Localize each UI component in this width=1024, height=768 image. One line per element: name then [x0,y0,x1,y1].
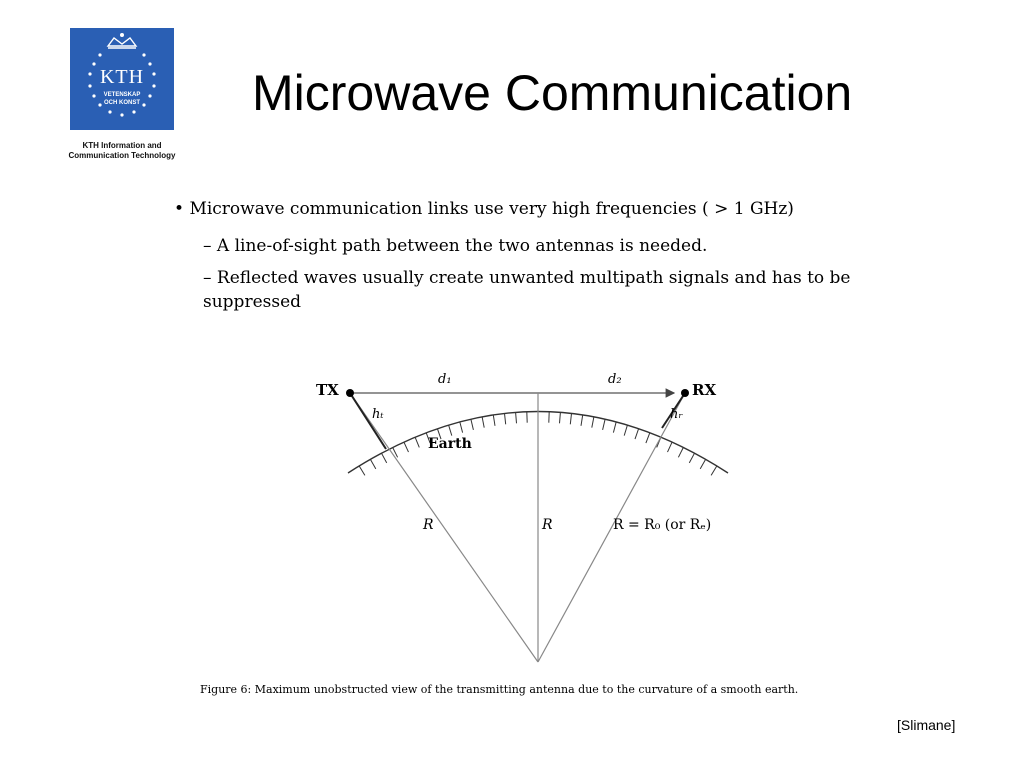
logo-abbreviation: KTH [99,66,145,88]
label-tx: TX [316,381,339,399]
logo-line2: OCH KONST [104,100,140,106]
source-citation: [Slimane] [897,717,956,733]
hatch-mark [382,453,387,463]
hatch-mark [560,412,561,423]
label-d2: d₂ [608,372,622,387]
hatch-mark [668,442,673,452]
hatch-mark [482,417,484,428]
hatch-mark [646,433,650,443]
tx-antenna-dot [346,389,354,397]
hatch-mark [700,459,705,469]
slide-title: Microwave Communication [252,65,853,121]
subbullet-2: – Reflected waves usually create unwanted multipath signals and has to be suppressed [203,268,851,312]
logo-line1: VETENSKAP [103,92,141,98]
label-hr: hᵣ [670,407,683,422]
label-r-left: R [423,517,434,533]
hatch-mark [689,453,694,463]
kth-logo [70,28,174,130]
hatch-mark [449,425,452,436]
hatch-mark [711,466,717,475]
label-d1: d₁ [438,372,452,387]
hatch-mark [359,466,365,475]
figure-caption: Figure 6: Maximum unobstructed view of the transmitting antenna due to the curvature of a smooth earth. [200,683,799,696]
hatch-mark [624,425,627,436]
hatch-mark [415,437,419,447]
earth-curvature-diagram [300,360,760,670]
hatch-mark [471,419,474,430]
hatch-mark [570,413,571,424]
institution-line2: Communication Technology [68,151,176,160]
radius-line-left [350,393,538,662]
label-ht: hₜ [372,407,384,422]
bullet-main [174,199,794,219]
hatch-mark [635,429,639,439]
label-r-center: R [542,517,553,533]
label-earth: Earth [428,436,472,452]
institution-line1: KTH Information and [82,141,162,150]
hatch-mark [460,422,463,433]
hatch-mark [581,415,583,426]
hatch-mark [404,442,409,452]
label-rx: RX [692,381,717,399]
hatch-mark [678,448,683,458]
rx-antenna-dot [681,389,689,397]
label-r-right: R = R₀ (or Rₑ) [613,517,712,533]
hatch-mark [505,413,506,424]
hatch-mark [370,459,375,469]
hatch-mark [516,412,517,423]
hatch-mark [613,422,616,433]
subbullet-1: – A line-of-sight path between the two antennas is needed. [203,236,708,256]
hatch-mark [493,415,495,426]
hatch-mark [592,417,594,428]
bullet-main-text: Microwave communication links use very high frequencies ( > 1 GHz) [189,199,794,219]
bullet-dot: • [174,199,185,219]
hatch-mark [603,419,606,430]
